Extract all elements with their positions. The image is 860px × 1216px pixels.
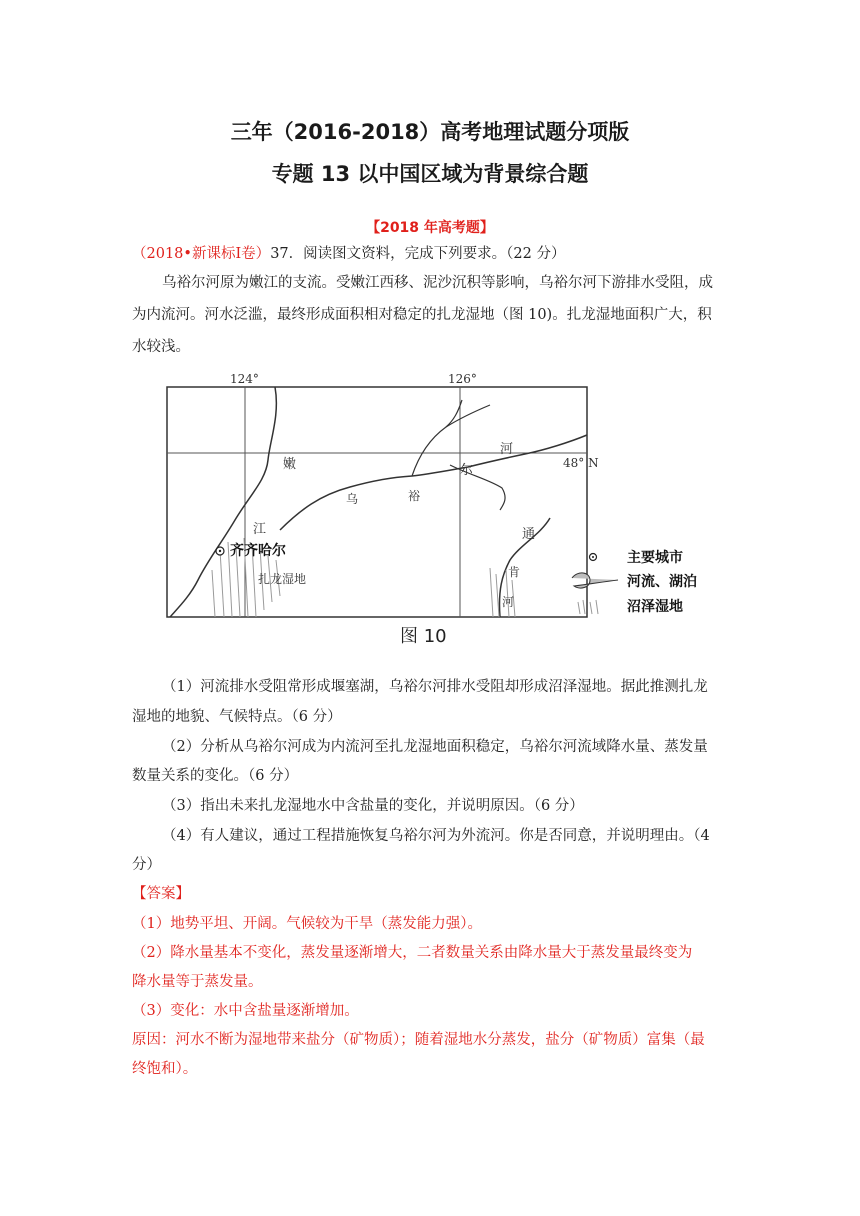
legend-wetland-icon [578, 600, 598, 614]
river-char: 裕 [408, 489, 421, 503]
map-legend [572, 549, 697, 615]
river-char: 江 [253, 522, 267, 537]
question-header [132, 243, 732, 265]
figure-caption: 图 10 [400, 626, 447, 647]
sub-question-4-cont: 分） [132, 857, 161, 873]
legend-city-icon-dot [592, 556, 594, 558]
sub-question-4: （4）有人建议，通过工程措施恢复乌裕尔河为外流河。你是否同意，并说明理由。（4 [162, 828, 710, 844]
document-title: 三年（2016-2018）高考地理试题分项版 [230, 120, 630, 144]
river-char: 河 [500, 442, 514, 457]
river-char: 河 [502, 595, 515, 609]
answer-3: （3）变化：水中含盐量逐渐增加。 [132, 1003, 359, 1019]
legend-city-label: 主要城市 [627, 550, 683, 566]
wuyuer-branch [450, 465, 505, 510]
river-char: 通 [522, 527, 536, 542]
river-char: 肯 [508, 565, 521, 579]
sub-question-1-cont: 湿地的地貌、气候特点。（6 分） [132, 709, 342, 725]
legend-river-lake-label: 河流、湖泊 [627, 574, 697, 590]
lat-label: 48° N [563, 456, 599, 470]
section-header: 【2018 年高考题】 [366, 220, 494, 236]
river-char: 嫩 [283, 457, 297, 472]
wuyuer-river [280, 435, 587, 530]
answer-1: （1）地势平坦、开阔。气候较为干旱（蒸发能力强）。 [132, 916, 482, 932]
city-label: 齐齐哈尔 [230, 543, 286, 559]
sub-question-2-cont: 数量关系的变化。（6 分） [132, 768, 299, 784]
sub-question-3: （3）指出未来扎龙湿地水中含盐量的变化，并说明原因。（6 分） [162, 798, 584, 814]
passage-line: 为内流河。河水泛滥，最终形成面积相对稳定的扎龙湿地（图 10)。扎龙湿地面积广大，积 [132, 307, 712, 323]
question-intro: 37．阅读图文资料，完成下列要求。（22 分） [270, 246, 566, 262]
answer-2: （2）降水量基本不变化，蒸发量逐渐增大，二者数量关系由降水量大于蒸发量最终变为 [132, 945, 693, 961]
city-marker-dot [219, 550, 221, 552]
river-char: 尔 [460, 463, 474, 478]
answer-2-cont: 降水量等于蒸发量。 [132, 974, 263, 990]
document-subtitle: 专题 13 以中国区域为背景综合题 [271, 162, 589, 186]
wetland-label: 扎龙湿地 [258, 572, 307, 586]
legend-river-lake-icon [572, 573, 618, 588]
sub-question-1: （1）河流排水受阻常形成堰塞湖，乌裕尔河排水受阻却形成沼泽湿地。据此推测扎龙 [162, 679, 708, 695]
lon-left-label: 124° [230, 372, 259, 386]
answer-3-reason: 原因：河水不断为湿地带来盐分（矿物质）；随着湿地水分蒸发，盐分（矿物质）富集（最 [132, 1032, 705, 1048]
passage-line: 乌裕尔河原为嫩江的支流。受嫩江西移、泥沙沉积等影响，乌裕尔河下游排水受阻，成 [162, 275, 713, 291]
sub-question-2: （2）分析从乌裕尔河成为内流河至扎龙湿地面积稳定，乌裕尔河流域降水量、蒸发量 [162, 739, 708, 755]
answer-header: 【答案】 [132, 886, 190, 902]
question-source: （2018•新课标Ⅰ卷） [132, 246, 271, 262]
river-char: 乌 [346, 492, 359, 506]
lon-right-label: 126° [448, 372, 477, 386]
answer-3-reason-cont: 终饱和）。 [132, 1061, 198, 1077]
map-figure-10 [150, 370, 750, 650]
legend-wetland-label: 沼泽湿地 [627, 599, 683, 615]
passage-line: 水较浅。 [132, 339, 190, 355]
